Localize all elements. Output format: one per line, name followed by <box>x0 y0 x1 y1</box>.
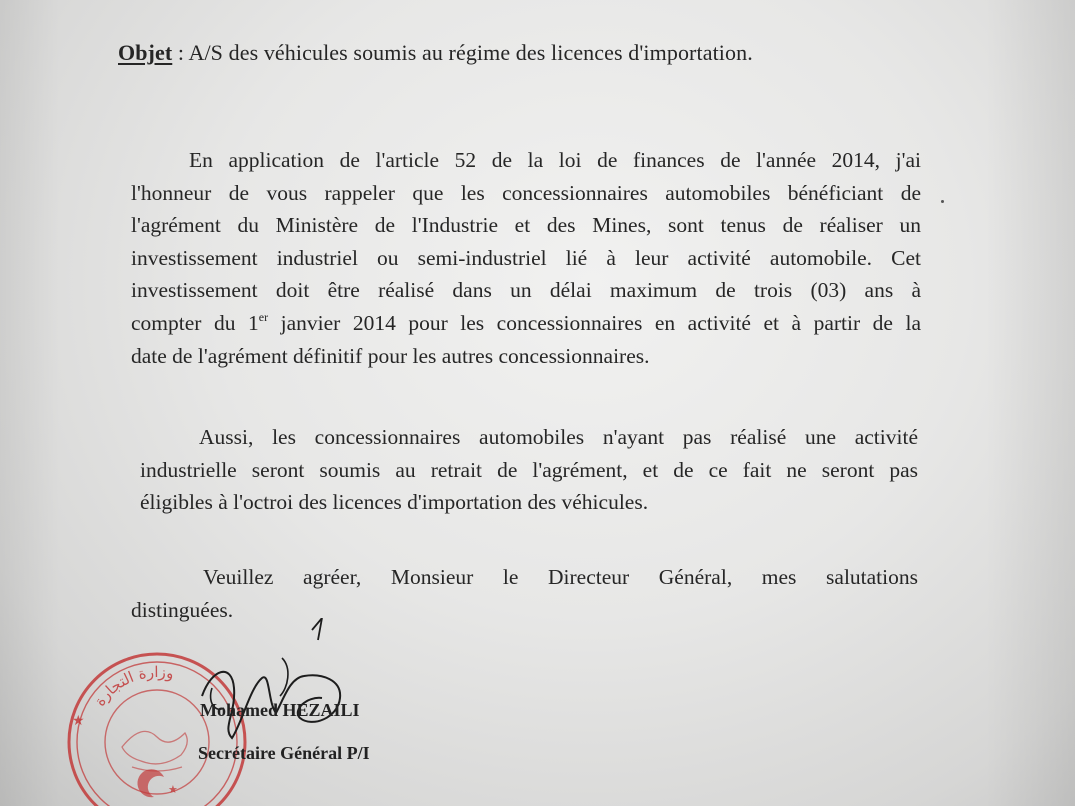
page-shadow-left <box>0 0 60 806</box>
svg-text:★: ★ <box>72 713 85 729</box>
paragraph-line: l'honneur de vous rappeler que les concessionnaires automobiles bénéficiant de <box>131 180 921 205</box>
stamp-text: وزارة التجارة <box>90 662 176 710</box>
paragraph-closing <box>131 561 918 626</box>
paragraph-line: Veuillez agréer, Monsieur le Directeur Général, mes salutations <box>203 565 918 589</box>
ordinal-superscript: er <box>258 309 269 324</box>
svg-text:★: ★ <box>168 783 178 796</box>
paragraph-line: industrielle seront soumis au retrait de l'agrément, et de ce fait ne seront pas <box>140 457 918 482</box>
handwritten-signature <box>172 618 372 748</box>
paragraph-application <box>131 144 921 372</box>
subject-line <box>118 40 753 66</box>
paragraph-line: distinguées. <box>131 597 234 622</box>
date-suffix: janvier 2014 pour les concessionnaires en activité et à partir de la <box>268 310 921 335</box>
paragraph-withdrawal <box>131 421 918 519</box>
paragraph-line: investissement industriel ou semi-industriel lié à leur activité automobile. Cet <box>131 245 921 270</box>
signatory-name: Mohamed HEZAILI <box>200 700 360 720</box>
paragraph-line <box>131 307 921 340</box>
paragraph-line: En application de l'article 52 de la loi de finances de l'année 2014, j'ai <box>189 148 921 172</box>
subject-label: Objet <box>118 40 173 65</box>
paragraph-line: l'agrément du Ministère de l'Industrie et des Mines, sont tenus de réaliser un <box>131 213 921 238</box>
subject-separator: : <box>172 40 189 65</box>
date-prefix: compter du 1 <box>131 310 259 335</box>
page-shadow-right <box>985 0 1075 806</box>
paragraph-line: Aussi, les concessionnaires automobiles n'ayant pas réalisé une activité <box>199 425 918 449</box>
paragraph-line: éligibles à l'octroi des licences d'importation des véhicules. <box>140 490 649 515</box>
paragraph-line: investissement doit être réalisé dans un délai maximum de trois (03) ans à <box>131 278 921 303</box>
paragraph-line: date de l'agrément définitif pour les autres concessionnaires. <box>131 343 650 368</box>
paper-speck <box>941 200 944 203</box>
signatory-title: Secrétaire Général P/I <box>198 743 370 763</box>
subject-text: A/S des véhicules soumis au régime des licences d'importation. <box>188 40 753 65</box>
